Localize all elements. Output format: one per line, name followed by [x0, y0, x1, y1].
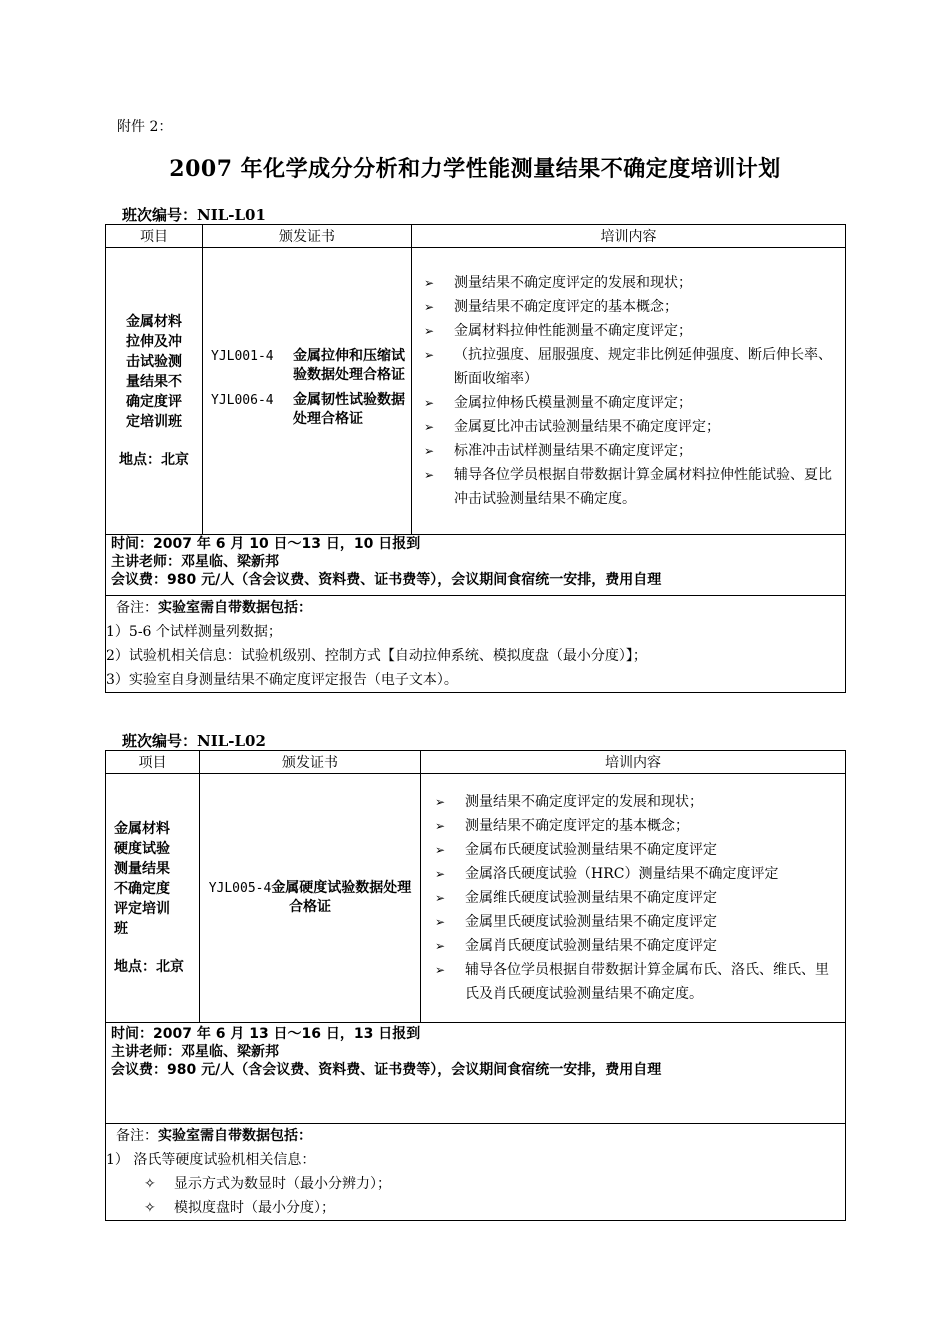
class1-notes [106, 596, 846, 693]
note-header: 备注：实验室需自带数据包括： [116, 1128, 312, 1144]
project-line: 金属材料 [126, 314, 182, 330]
project-line: 评定培训 [114, 901, 170, 917]
content-item: ➢ 金属洛氏硬度试验（HRC）测量结果不确定度评定 [435, 862, 835, 886]
project-line: 拉伸及冲 [126, 334, 182, 350]
content-item: ➢ 金属维氏硬度试验测量结果不确定度评定 [435, 886, 835, 910]
note-header: 备注：实验室需自带数据包括： [116, 600, 312, 616]
header-cert: 颁发证书 [203, 225, 412, 248]
arrow-bullet-icon: ➢ [424, 396, 435, 410]
diamond-bullet-icon: ✧ [144, 1176, 156, 1192]
header-content: 培训内容 [412, 225, 846, 248]
arrow-bullet-icon: ➢ [424, 348, 435, 362]
content-item: ➢ 金属材料拉伸性能测量不确定度评定； [424, 319, 835, 343]
content-item: ➢ 测量结果不确定度评定的基本概念； [424, 295, 835, 319]
content-item: ➢ 辅导各位学员根据自带数据计算金属材料拉伸性能试验、夏比冲击试验测量结果不确定度。 [424, 463, 835, 511]
class1-teacher: 主讲老师：邓星临、梁新邦 [111, 554, 279, 570]
content-item: ➢ 金属布氏硬度试验测量结果不确定度评定 [435, 838, 835, 862]
arrow-bullet-icon: ➢ [424, 420, 435, 434]
arrow-bullet-icon: ➢ [424, 300, 435, 314]
header-content: 培训内容 [421, 751, 846, 774]
arrow-bullet-icon: ➢ [424, 444, 435, 458]
project-line: 测量结果 [114, 861, 170, 877]
class1-content [412, 248, 846, 535]
project-line: 量结果不 [126, 374, 182, 390]
class1-number: 班次编号：NIL-L01 [122, 206, 266, 224]
note-subitem: ✧ 模拟度盘时（最小分度）； [106, 1196, 845, 1220]
arrow-bullet-icon: ➢ [424, 468, 435, 482]
class2-certificates [200, 774, 421, 1023]
class2-project [106, 774, 200, 1023]
class1-location: 地点：北京 [119, 452, 189, 468]
class1-table [105, 224, 846, 693]
class1-project [106, 248, 203, 535]
content-item: ➢ 金属肖氏硬度试验测量结果不确定度评定 [435, 934, 835, 958]
content-item: ➢ 测量结果不确定度评定的基本概念； [435, 814, 835, 838]
project-line: 硬度试验 [114, 841, 170, 857]
header-cert: 颁发证书 [200, 751, 421, 774]
certificate-item [211, 391, 411, 429]
attachment-label: 附件 2： [117, 119, 173, 135]
certificate-name: 金属硬度试验数据处理合格证 [271, 880, 412, 915]
arrow-bullet-icon: ➢ [435, 915, 446, 929]
arrow-bullet-icon: ➢ [435, 891, 446, 905]
class2-notes [106, 1124, 846, 1221]
class2-time: 时间：2007 年 6 月 13 日～16 日，13 日报到 [111, 1026, 421, 1042]
certificate-code: YJL006-4 [211, 393, 274, 408]
class1-fee: 会议费：980 元/人（含会议费、资料费、证书费等），会议期间食宿统一安排，费用自理 [111, 572, 662, 588]
header-project: 项目 [106, 225, 203, 248]
content-item: ➢ （抗拉强度、屈服强度、规定非比例延伸强度、断后伸长率、断面收缩率） [424, 343, 835, 391]
content-item: ➢ 测量结果不确定度评定的发展和现状； [435, 790, 835, 814]
class2-table [105, 750, 846, 1221]
content-item: ➢ 标准冲击试样测量结果不确定度评定； [424, 439, 835, 463]
content-item: ➢ 辅导各位学员根据自带数据计算金属布氏、洛氏、维氏、里氏及肖氏硬度试验测量结果不确定度。 [435, 958, 835, 1006]
certificate-name: 金属韧性试验数据处理合格证 [293, 392, 405, 427]
note-subitem: ✧ 显示方式为数显时（最小分辨力）； [106, 1172, 845, 1196]
class2-fee: 会议费：980 元/人（含会议费、资料费、证书费等），会议期间食宿统一安排，费用自理 [111, 1062, 662, 1078]
class1-certificates [203, 248, 412, 535]
arrow-bullet-icon: ➢ [435, 819, 446, 833]
class2-teacher: 主讲老师：邓星临、梁新邦 [111, 1044, 279, 1060]
project-line: 金属材料 [114, 821, 170, 837]
arrow-bullet-icon: ➢ [435, 939, 446, 953]
certificate-code: YJL001-4 [211, 349, 274, 364]
diamond-bullet-icon: ✧ [144, 1200, 156, 1216]
header-project: 项目 [106, 751, 200, 774]
content-item: ➢ 金属拉伸杨氏模量测量不确定度评定； [424, 391, 835, 415]
class1-info [106, 535, 846, 596]
arrow-bullet-icon: ➢ [424, 324, 435, 338]
arrow-bullet-icon: ➢ [424, 276, 435, 290]
class2-info [106, 1023, 846, 1124]
note-item: 3）实验室自身测量结果不确定度评定报告（电子文本）。 [106, 672, 458, 688]
arrow-bullet-icon: ➢ [435, 795, 446, 809]
note-item: 2）试验机相关信息：试验机级别、控制方式【自动拉伸系统、模拟度盘（最小分度）】； [106, 648, 647, 664]
project-line: 确定度评 [126, 394, 182, 410]
certificate-code: YJL005-4 [208, 881, 272, 896]
class1-time: 时间：2007 年 6 月 10 日～13 日，10 日报到 [111, 536, 421, 552]
content-item: ➢ 测量结果不确定度评定的发展和现状； [424, 271, 835, 295]
project-line: 不确定度 [114, 881, 170, 897]
project-line: 击试验测 [126, 354, 182, 370]
arrow-bullet-icon: ➢ [435, 867, 446, 881]
page-title: 2007 年化学成分分析和力学性能测量结果不确定度培训计划 [169, 156, 781, 182]
arrow-bullet-icon: ➢ [435, 963, 446, 977]
arrow-bullet-icon: ➢ [435, 843, 446, 857]
class2-location: 地点：北京 [114, 959, 184, 975]
note-item: 1）5-6 个试样测量列数据； [106, 624, 282, 640]
note-item: 1） 洛氏等硬度试验机相关信息： [106, 1152, 316, 1168]
class2-content [421, 774, 846, 1023]
certificate-name: 金属拉伸和压缩试验数据处理合格证 [293, 348, 405, 383]
content-item: ➢ 金属夏比冲击试验测量结果不确定度评定； [424, 415, 835, 439]
project-line: 班 [114, 921, 128, 937]
certificate-item [211, 347, 411, 385]
content-item: ➢ 金属里氏硬度试验测量结果不确定度评定 [435, 910, 835, 934]
class2-number: 班次编号：NIL-L02 [122, 732, 266, 750]
project-line: 定培训班 [126, 414, 182, 430]
